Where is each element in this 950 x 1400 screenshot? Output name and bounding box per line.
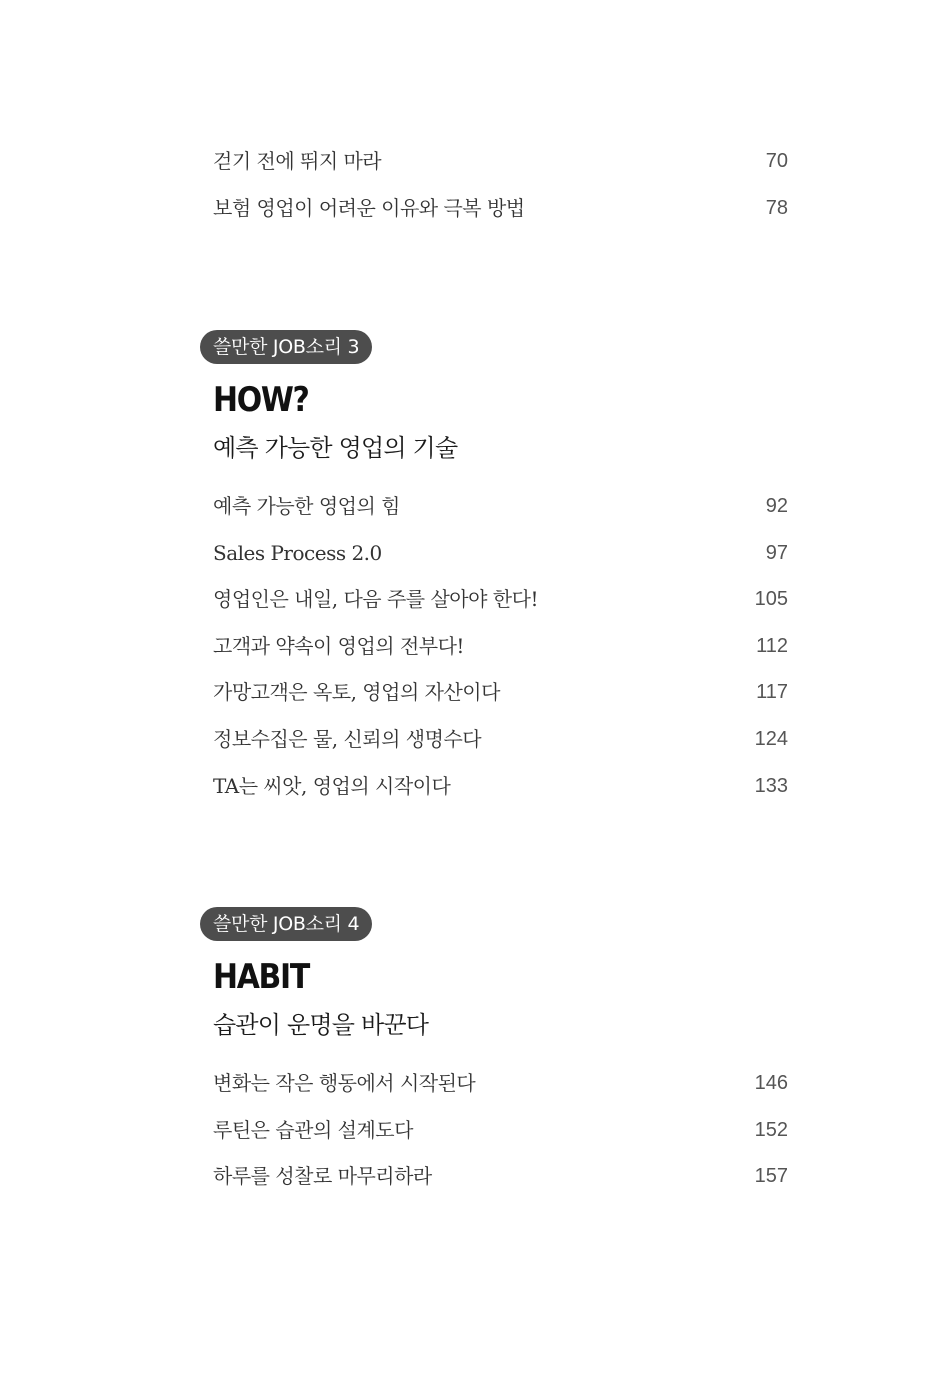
toc-entry-page: 146 [754,1072,788,1094]
toc-entry[interactable] [213,716,788,763]
toc-entry-title: Sales Process 2.0 [213,540,382,565]
toc-section3-list [213,483,788,809]
toc-entry[interactable] [213,669,788,716]
toc-entry[interactable] [213,185,788,232]
toc-entry[interactable] [213,483,788,530]
toc-entry-title: TA는 씨앗, 영업의 시작이다 [213,773,451,798]
toc-entry[interactable] [213,138,788,185]
toc-entry[interactable] [213,623,788,670]
toc-entry[interactable] [213,530,788,577]
toc-entry-title: 예측 가능한 영업의 힘 [213,494,400,518]
toc-entry[interactable] [213,763,788,810]
toc-entry-page: 97 [765,541,788,564]
toc-entry-page: 124 [754,727,788,750]
toc-entry-title: 걷기 전에 뛰지 마라 [213,149,382,173]
toc-section2-list [213,138,788,231]
toc-entry-title: 보험 영업이 어려운 이유와 극복 방법 [213,195,525,220]
toc-entry-title: 변화는 작은 행동에서 시작된다 [213,1071,476,1095]
toc-entry[interactable] [213,1060,788,1107]
section4-subtitle: 습관이 운명을 바꾼다 [213,1011,429,1039]
toc-section4-list [213,1060,788,1200]
toc-entry-title: 영업인은 내일, 다음 주를 살아야 한다! [213,587,538,612]
toc-entry-title: 루틴은 습관의 설계도다 [213,1117,413,1142]
toc-entry[interactable] [213,576,788,623]
toc-entry-page: 117 [756,681,788,704]
section3-subtitle: 예측 가능한 영업의 기술 [213,434,458,462]
toc-entry-page: 92 [765,495,788,517]
toc-entry-page: 152 [754,1118,788,1141]
toc-entry[interactable] [213,1153,788,1200]
toc-entry-page: 70 [765,150,788,172]
section3-badge: 쓸만한 JOB소리 3 [200,330,372,364]
toc-entry[interactable] [213,1107,788,1154]
toc-entry-page: 112 [756,634,788,657]
toc-entry-title: 정보수집은 물, 신뢰의 생명수다 [213,726,482,751]
toc-entry-page: 105 [754,588,788,611]
section4-title: HABIT [213,957,309,997]
toc-entry-page: 157 [754,1165,788,1188]
toc-entry-title: 고객과 약속이 영업의 전부다! [213,633,464,658]
toc-entry-page: 78 [765,196,788,219]
toc-entry-title: 가망고객은 옥토, 영업의 자산이다 [213,680,500,705]
toc-entry-page: 133 [754,774,788,797]
toc-entry-title: 하루를 성찰로 마무리하라 [213,1164,432,1189]
section4-badge: 쓸만한 JOB소리 4 [200,907,372,941]
section3-title: HOW? [213,380,309,420]
